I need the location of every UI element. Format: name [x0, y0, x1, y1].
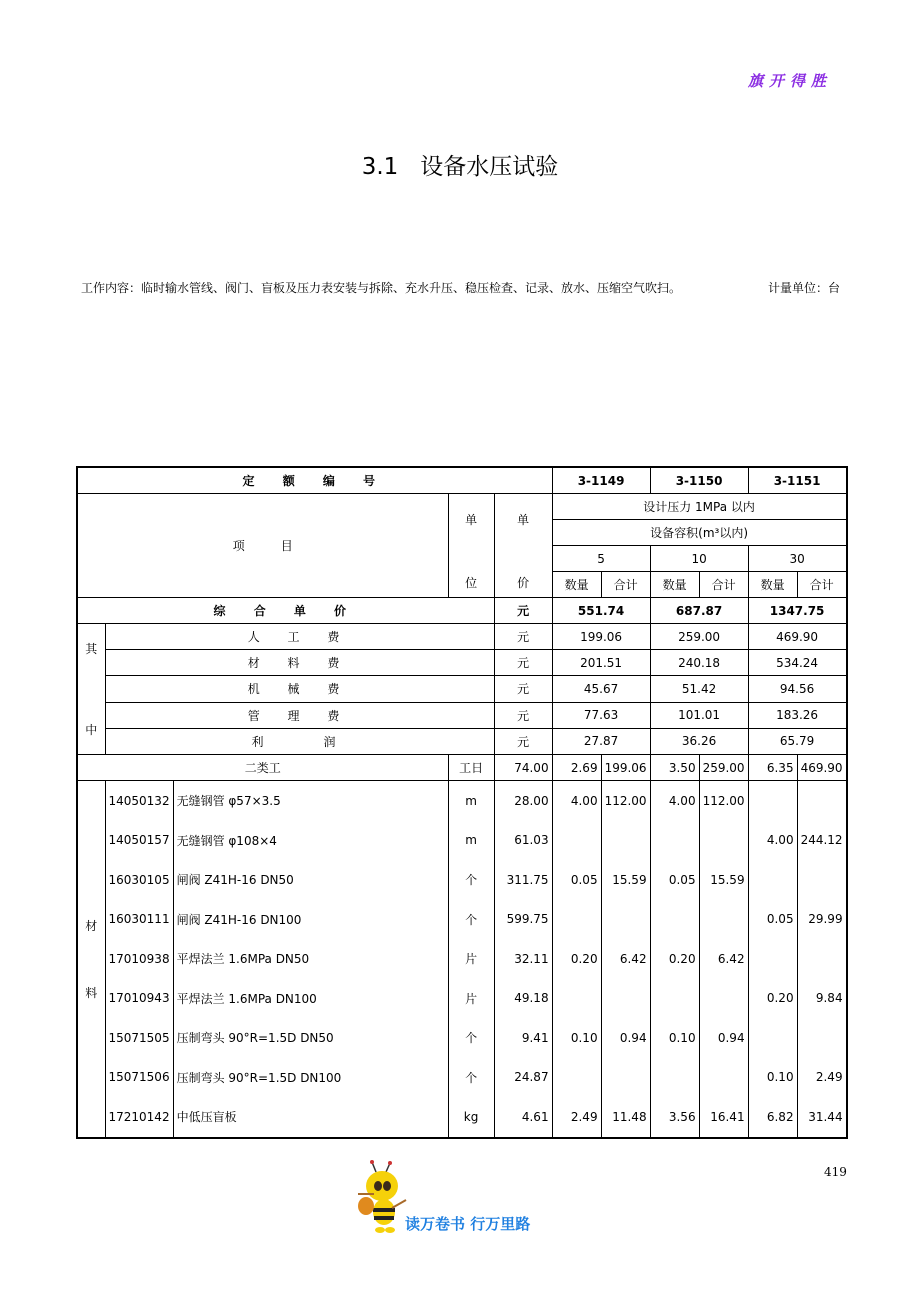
labor-cell: 469.90	[797, 755, 847, 781]
breakdown-side-label	[77, 624, 105, 755]
quota-no-label: 定 额 编 号	[77, 467, 552, 494]
header-slogan: 旗开得胜	[748, 72, 833, 90]
material-cell: 9.84	[797, 979, 847, 1019]
breakdown-unit: 元	[494, 702, 552, 728]
material-price: 49.18	[494, 979, 552, 1019]
breakdown-value: 183.26	[748, 702, 847, 728]
material-code: 14050132	[105, 781, 173, 821]
material-cell: 4.00	[748, 821, 797, 861]
composite-value: 687.87	[650, 598, 748, 624]
labor-cell: 6.35	[748, 755, 797, 781]
material-name: 闸阀 Z41H-16 DN100	[173, 900, 448, 940]
material-unit: 片	[448, 979, 494, 1019]
material-cell: 15.59	[601, 860, 650, 900]
breakdown-value: 36.26	[650, 728, 748, 754]
material-row	[77, 900, 847, 940]
material-cell	[748, 939, 797, 979]
material-cell: 0.05	[650, 860, 699, 900]
qty-label: 数量	[748, 572, 797, 598]
material-cell: 244.12	[797, 821, 847, 861]
material-cell: 0.10	[748, 1058, 797, 1098]
material-cell: 0.10	[650, 1018, 699, 1058]
page-number: 419	[824, 1165, 847, 1179]
labor-label: 二类工	[77, 755, 448, 781]
breakdown-unit: 元	[494, 728, 552, 754]
materials-side-label	[77, 781, 105, 1138]
qty-label: 数量	[552, 572, 601, 598]
material-code: 16030111	[105, 900, 173, 940]
material-name: 中低压盲板	[173, 1097, 448, 1138]
material-cell	[601, 979, 650, 1019]
material-cell: 0.20	[650, 939, 699, 979]
materials-section	[77, 781, 847, 1138]
composite-value: 551.74	[552, 598, 650, 624]
breakdown-row	[77, 650, 847, 676]
breakdown-value: 51.42	[650, 676, 748, 702]
breakdown-value: 101.01	[650, 702, 748, 728]
breakdown-value: 201.51	[552, 650, 650, 676]
material-cell: 31.44	[797, 1097, 847, 1138]
material-unit: 个	[448, 900, 494, 940]
material-price: 9.41	[494, 1018, 552, 1058]
material-unit: 个	[448, 1018, 494, 1058]
material-name: 闸阀 Z41H-16 DN50	[173, 860, 448, 900]
material-cell	[797, 939, 847, 979]
material-price: 311.75	[494, 860, 552, 900]
material-cell	[748, 781, 797, 821]
breakdown-label: 利 润	[105, 728, 494, 754]
composite-unit: 元	[494, 598, 552, 624]
breakdown-unit: 元	[494, 676, 552, 702]
breakdown-value: 27.87	[552, 728, 650, 754]
quota-no: 3-1150	[650, 467, 748, 494]
composite-price-row	[77, 598, 847, 624]
material-name: 无缝钢管 φ108×4	[173, 821, 448, 861]
material-cell	[650, 821, 699, 861]
material-unit: m	[448, 781, 494, 821]
breakdown-value: 259.00	[650, 624, 748, 650]
labor-cell: 199.06	[601, 755, 650, 781]
material-unit: 片	[448, 939, 494, 979]
breakdown-value: 94.56	[748, 676, 847, 702]
material-cell: 11.48	[601, 1097, 650, 1138]
material-code: 17010943	[105, 979, 173, 1019]
volume-value: 10	[650, 546, 748, 572]
breakdown-row	[77, 676, 847, 702]
material-cell	[797, 1018, 847, 1058]
labor-row	[77, 755, 847, 781]
header-row	[77, 494, 847, 520]
material-row	[77, 979, 847, 1019]
breakdown-label: 人 工 费	[105, 624, 494, 650]
composite-value: 1347.75	[748, 598, 847, 624]
material-name: 压制弯头 90°R=1.5D DN100	[173, 1058, 448, 1098]
material-cell: 16.41	[699, 1097, 748, 1138]
material-cell: 29.99	[797, 900, 847, 940]
material-name: 平焊法兰 1.6MPa DN50	[173, 939, 448, 979]
material-code: 17010938	[105, 939, 173, 979]
material-row	[77, 860, 847, 900]
labor-cell: 259.00	[699, 755, 748, 781]
breakdown-label: 管 理 费	[105, 702, 494, 728]
breakdown-section	[77, 624, 847, 755]
total-label: 合计	[797, 572, 847, 598]
material-name: 平焊法兰 1.6MPa DN100	[173, 979, 448, 1019]
material-cell	[699, 979, 748, 1019]
material-price: 599.75	[494, 900, 552, 940]
material-cell	[699, 821, 748, 861]
footer-motto: 读万卷书 行万里路	[405, 1215, 531, 1233]
material-cell: 15.59	[699, 860, 748, 900]
qty-label: 数量	[650, 572, 699, 598]
material-cell	[797, 781, 847, 821]
breakdown-value: 534.24	[748, 650, 847, 676]
material-cell	[552, 979, 601, 1019]
price-label-top: 单	[494, 494, 552, 546]
side-char-top: 材	[85, 918, 98, 933]
quota-table	[76, 466, 848, 1139]
quota-number-row	[77, 467, 847, 494]
material-row	[77, 1058, 847, 1098]
material-price: 32.11	[494, 939, 552, 979]
price-label-bottom: 价	[494, 546, 552, 598]
breakdown-unit: 元	[494, 650, 552, 676]
material-cell: 0.20	[552, 939, 601, 979]
material-cell	[601, 900, 650, 940]
material-cell: 6.42	[601, 939, 650, 979]
material-cell	[650, 979, 699, 1019]
material-cell: 6.42	[699, 939, 748, 979]
breakdown-label: 机 械 费	[105, 676, 494, 702]
material-row	[77, 1018, 847, 1058]
breakdown-row	[77, 702, 847, 728]
material-cell	[601, 821, 650, 861]
material-cell: 4.00	[552, 781, 601, 821]
breakdown-label: 材 料 费	[105, 650, 494, 676]
material-cell: 0.10	[552, 1018, 601, 1058]
material-unit: m	[448, 821, 494, 861]
pressure-header: 设计压力 1MPa 以内	[552, 494, 847, 520]
breakdown-row	[77, 624, 847, 650]
material-price: 28.00	[494, 781, 552, 821]
quota-no: 3-1151	[748, 467, 847, 494]
unit-label-bottom: 位	[448, 546, 494, 598]
material-unit: 个	[448, 860, 494, 900]
material-code: 14050157	[105, 821, 173, 861]
material-cell	[699, 1058, 748, 1098]
item-label: 项 目	[77, 494, 448, 598]
material-price: 24.87	[494, 1058, 552, 1098]
work-content: 工作内容：临时输水管线、阀门、盲板及压力表安装与拆除、充水升压、稳压检查、记录、放水、压缩空气吹扫。	[81, 281, 682, 295]
material-cell: 0.05	[748, 900, 797, 940]
labor-unit: 工日	[448, 755, 494, 781]
total-label: 合计	[601, 572, 650, 598]
quota-no: 3-1149	[552, 467, 650, 494]
material-cell	[650, 900, 699, 940]
breakdown-row	[77, 728, 847, 754]
material-cell: 112.00	[601, 781, 650, 821]
total-label: 合计	[699, 572, 748, 598]
labor-cell: 2.69	[552, 755, 601, 781]
unit-of-measure: 计量单位：台	[767, 281, 840, 295]
material-cell: 112.00	[699, 781, 748, 821]
material-row	[77, 821, 847, 861]
material-cell	[601, 1058, 650, 1098]
material-cell: 2.49	[797, 1058, 847, 1098]
material-cell	[748, 1018, 797, 1058]
material-cell	[650, 1058, 699, 1098]
material-cell: 0.94	[699, 1018, 748, 1058]
material-code: 15071506	[105, 1058, 173, 1098]
material-cell: 3.56	[650, 1097, 699, 1138]
unit-label-top: 单	[448, 494, 494, 546]
material-cell	[552, 821, 601, 861]
material-unit: 个	[448, 1058, 494, 1098]
labor-price: 74.00	[494, 755, 552, 781]
material-cell	[552, 1058, 601, 1098]
breakdown-value: 240.18	[650, 650, 748, 676]
side-char-bottom: 中	[85, 723, 98, 737]
labor-cell: 3.50	[650, 755, 699, 781]
material-cell: 6.82	[748, 1097, 797, 1138]
volume-value: 30	[748, 546, 847, 572]
material-cell: 0.05	[552, 860, 601, 900]
material-cell	[552, 900, 601, 940]
side-char-top: 其	[85, 642, 98, 656]
section-number: 3.1	[361, 154, 399, 180]
material-cell: 2.49	[552, 1097, 601, 1138]
material-price: 61.03	[494, 821, 552, 861]
material-cell: 0.20	[748, 979, 797, 1019]
material-price: 4.61	[494, 1097, 552, 1138]
material-cell: 0.94	[601, 1018, 650, 1058]
breakdown-value: 65.79	[748, 728, 847, 754]
composite-label: 综 合 单 价	[77, 598, 494, 624]
breakdown-value: 77.63	[552, 702, 650, 728]
material-name: 压制弯头 90°R=1.5D DN50	[173, 1018, 448, 1058]
material-cell	[797, 860, 847, 900]
material-code: 17210142	[105, 1097, 173, 1138]
page-title	[0, 148, 920, 181]
breakdown-unit: 元	[494, 624, 552, 650]
volume-value: 5	[552, 546, 650, 572]
side-char-bottom: 料	[85, 985, 98, 1000]
material-unit: kg	[448, 1097, 494, 1138]
breakdown-value: 469.90	[748, 624, 847, 650]
material-cell	[748, 860, 797, 900]
material-row	[77, 1097, 847, 1138]
material-row	[77, 781, 847, 821]
section-title: 设备水压试验	[420, 154, 559, 180]
breakdown-value: 45.67	[552, 676, 650, 702]
material-cell	[699, 900, 748, 940]
material-code: 15071505	[105, 1018, 173, 1058]
material-cell: 4.00	[650, 781, 699, 821]
material-code: 16030105	[105, 860, 173, 900]
breakdown-value: 199.06	[552, 624, 650, 650]
volume-header: 设备容积(m³以内)	[552, 520, 847, 546]
material-name: 无缝钢管 φ57×3.5	[173, 781, 448, 821]
material-row	[77, 939, 847, 979]
